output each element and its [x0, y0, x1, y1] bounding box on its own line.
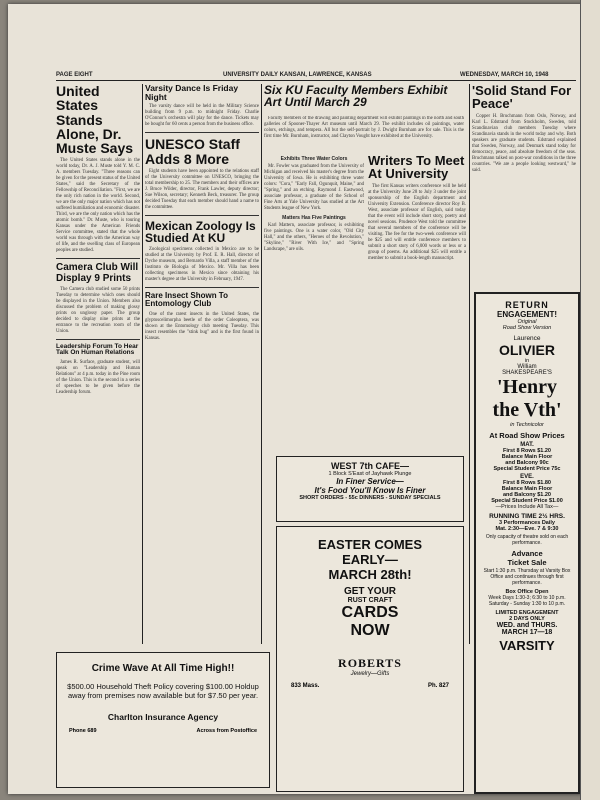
headline-muste: United States Stands Alone, Dr. Muste Says [56, 84, 134, 157]
movie-line-18: Special Student Price 75c [493, 466, 561, 472]
movie-line-21: Balance Main Floor [501, 486, 553, 492]
movie-line-39: VARSITY [499, 638, 555, 653]
movie-line-6: OLIVIER [498, 342, 555, 358]
movie-line-29: Advance [511, 549, 543, 558]
movie-line-32: Box Office Open [505, 589, 549, 595]
movie-line-33: Week Days 1:30-3; 6:30 to 10 p.m. [488, 595, 566, 601]
movie-line-13: At Road Show Prices [489, 431, 565, 440]
column-divider [56, 258, 140, 259]
story-leadership-forum: James R. Surface, graduate student, will speak on "Leadership and Human Relations" at 4 p.m. today in the Pine room of the Union. This is the second in a series of speeches to be given before the Leadership forum. [56, 359, 140, 395]
movie-line-24: —Prices Include All Tax— [495, 504, 559, 510]
column-4 [368, 154, 466, 454]
movie-line-35: LIMITED ENGAGEMENT [495, 610, 559, 616]
headline-writers: Writers To Meet At University [368, 154, 465, 182]
movie-line-5: Laurence [513, 335, 541, 342]
easter-line-3: MARCH 28th! [328, 567, 412, 582]
movie-line-14: MAT. [520, 442, 534, 448]
movie-line-11: the Vth' [492, 399, 562, 421]
column-5 [472, 84, 576, 284]
art-lead [264, 116, 464, 152]
story-art-3: Karl Mattern, associate professor, is exhibiting five paintings. One is a water color, "Old City Hall," and the others, "Heroes of the Revolution," "Skyline," "River With Ice," and "Spring Landscape," are oils. [264, 223, 364, 252]
movie-line-3: Original [517, 319, 537, 325]
easter-line-6: CARDS [341, 604, 399, 621]
story-insect: One of the rarest insects in the United States, the glyptoscelimorpha beetle of the order Coleoptera, was shown at the Entomology club meeting Tuesday. This insect resembles the "stink bug" and is the first found in Kansas. [145, 311, 259, 341]
issue-date: WEDNESDAY, MARCH 10, 1948 [460, 72, 549, 78]
story-zoology: Zoological specimens collected in Mexico are to be studied at the University by Prof. E. R. Hall, director of Dyche museum, and Bernardo Villa, a staff member of the Instituto de Biologia of Mexico. Mr. Villa has been collecting specimens in Mexico since obtaining his master's degree at the University in February, 1947. [145, 247, 259, 283]
column-rule [261, 84, 262, 644]
headline-art-exhibit: Six KU Faculty Members Exhibit Art Until March 29 [264, 84, 448, 110]
movie-line-7: in [524, 358, 530, 364]
movie-line-26: 3 Performances Daily [499, 520, 555, 526]
movie-line-36: 2 DAYS ONLY [509, 616, 545, 622]
movie-line-4: Road Show Version [502, 325, 552, 331]
movie-line-1: RETURN [505, 300, 549, 310]
movie-line-17: and Balcony 90c [505, 460, 549, 466]
headline-leadership-forum: Leadership Forum To Hear Talk On Human Relations [56, 342, 139, 357]
cafe-location: 1 Block S'East of Jayhawk Plunge [328, 471, 412, 477]
movie-line-22: and Balcony $1.20 [503, 492, 551, 498]
subhead-water-colors: Exhibits Three Water Colors [280, 156, 348, 162]
paper-title: UNIVERSITY DAILY KANSAN, LAWRENCE, KANSAS [223, 72, 372, 78]
movie-line-2: ENGAGEMENT! [497, 310, 557, 319]
column-divider [145, 132, 259, 133]
movie-line-8: William [517, 364, 537, 370]
crime-body: $500.00 Household Theft Policy covering $100.00 Holdup away from premises now available but for $7.50 per year. [67, 682, 259, 700]
movie-line-27: Mat. 2:30—Eve. 7 & 9:30 [495, 526, 559, 532]
headline-insect: Rare Insect Shown To Entomology Club [145, 291, 228, 309]
cafe-line-1: In Finer Service— [336, 477, 404, 486]
story-art-2: Mr. Fowler was graduated from the University of Michigan and received his master's degree from the University of Iowa. He is exhibiting three water colors: "Cora," "Early Fall, Ogunquit, Maine," and "Spring," and an etching. Raymond J. Eastwood, associate professor, a graduate of the School of Fine Arts at Yale University has studied at the Art Students league of New York. [264, 164, 364, 211]
column-1 [56, 84, 140, 649]
story-writers: The first Kansas writers conference will be held at the University June 28 to July 3 under the joint sponsorship of the English department and University Extension. Conference director Roy B. West, associate professor of English, said today that the event will include short story, poetry and novel sessions. Prudence West told the committee that several members of the conference will be visiting. The fee for the two-week conference will be $25 and will entitle conference members to submit a short story of 6,000 words or less or a group of poems. An additional $25 will entitle a member to submit a book-length manuscript. [368, 183, 466, 261]
easter-line-4: GET YOUR [343, 586, 397, 597]
movie-line-28: Only capacity of theatre sold on each performance. [485, 534, 569, 546]
crime-phone: Phone 689 [69, 728, 97, 734]
column-divider [56, 339, 140, 340]
column-2 [145, 84, 259, 649]
movie-line-10: 'Henry [497, 376, 557, 398]
movie-line-37: WED. and THURS. [496, 622, 558, 629]
masthead-rule [56, 80, 576, 81]
movie-line-31: Start 1:30 p.m. Thursday at Varsity Box Office and continues through first performance. [483, 568, 571, 586]
ad-charlton-insurance [56, 652, 270, 788]
crime-title: Crime Wave At All Time High!! [91, 663, 235, 674]
roberts-address: 833 Mass. [291, 683, 320, 689]
roberts-sub: Jewelry—Gifts [350, 671, 390, 677]
column-3 [264, 154, 364, 454]
ad-west-7th-cafe [276, 456, 464, 522]
movie-line-15: First 8 Rows $1.20 [503, 448, 551, 454]
easter-line-1: EASTER COMES [317, 537, 422, 552]
headline-zoology: Mexican Zoology Is Studied At KU [145, 218, 256, 246]
column-rule [142, 84, 143, 644]
easter-line-5: RUST CRAFT [347, 597, 393, 604]
headline-varsity-dance: Varsity Dance Is Friday Night [145, 84, 239, 102]
story-solid-stand: Copper H. Bruchmann from Oslo, Norway, and Karl L. Edstrand from Stockholm, Sweden, told Scandinavian club members Tuesday where Scandinavia stands in the world today and why. Both speakers are graduate students. Edstrand explained that Sweden, Norway, and Denmark stand today for democracy, peace, and absolute freedom of the seas. Bruchmann talked on post-war conditions in the three countries. "We are a people looking westward," he said. [472, 113, 576, 173]
easter-line-7: NOW [350, 622, 390, 639]
cafe-line-3: SHORT ORDERS - 55c DINNERS - SUNDAY SPECIALS [299, 495, 441, 501]
movie-line-30: Ticket Sale [507, 558, 547, 567]
ad-henry-v-varsity [474, 292, 580, 794]
movie-line-20: First 8 Rows $1.80 [503, 480, 551, 486]
movie-line-19: EVE. [520, 474, 534, 480]
column-divider [145, 287, 259, 288]
movie-line-34: Saturday - Sunday 1:30 to 10 p.m. [488, 601, 566, 607]
crime-agency: Charlton Insurance Agency [107, 712, 219, 722]
story-unesco: Eight students have been appointed to the relations staff of the University committee on UNESCO, bringing the total membership to 25. The members and their offices are J. Bruce Wilder, director, Frank Lawler, deputy director; Sue Wilson, secretary; Kenneth Beck, treasurer. The group decided Tuesday that each member should hand a name to the committee. [145, 168, 259, 210]
column-divider [145, 215, 259, 216]
movie-line-23: Special Student Price $1.00 [491, 498, 563, 504]
movie-line-38: MARCH 17—18 [501, 629, 553, 636]
movie-line-12: in Technicolor [510, 422, 544, 428]
movie-line-16: Balance Main Floor [501, 454, 553, 460]
cafe-title: WEST 7th CAFE— [331, 461, 409, 471]
movie-line-9: SHAKESPEARE'S [502, 370, 552, 376]
crime-location: Across from Postoffice [196, 728, 257, 734]
roberts-phone: Ph. 827 [427, 683, 449, 689]
subhead-paintings: Matters Has Five Paintings [282, 215, 346, 221]
headline-camera-club: Camera Club Will Display 9 Prints [56, 262, 139, 284]
next-page-edge [580, 0, 600, 800]
movie-line-25: RUNNING TIME 2½ HRS. [489, 513, 565, 520]
story-varsity-dance: The varsity dance will be held in the Military Science building from 9 p.m. to midnight Friday. Charlie O'Connor's orchestra will play for the dance. Tickets may be bought for 60 cents a person from the business office. [145, 104, 259, 128]
headline-solid-stand: 'Solid Stand For Peace' [472, 84, 572, 112]
story-art-lead: Faculty members of the drawing and painting department will exhibit paintings in the north and south galleries of Spooner-Thayer Art museum until March 29. The exhibit includes oil paintings, water colors, etchings, and tempera. All but the self-portrait by J. Dwight Burnham are for sale. This is the first time Mr. Burnham, instructor, and Clayton Vought have exhibited at the University. [264, 116, 464, 139]
column-rule [469, 84, 470, 644]
page-number: PAGE EIGHT [56, 72, 93, 78]
cafe-line-2: It's Food You'll Know Is Finer [314, 486, 426, 495]
story-muste: The United States stands alone in the world today, Dr. A. J. Muste told Y. M. C. A. members Tuesday. "Three reasons can be given for the present status of the United States," said the Secretary of the Fellowship of Reconciliation. "First, we are the only rich nation in the world. Second, we are the only major nation which has not suffered humiliation and economic disaster. Third, we are the only nation which has the atomic bomb." Dr. Muste, who is touring Kansas under the American Friends Service committee, stated that the whole world was through with the American way of life, and the swelling class of European peoples are studied. [56, 158, 140, 254]
ad-easter-cards [276, 526, 464, 792]
newspaper-page [8, 4, 592, 794]
story-camera-club: The Camera club studied some 50 prints Tuesday to determine which ones should be displayed in the Union. Members also discussed the problem of making glossy prints on unglossy paper. The group decided to display nine prints at the entrance to the recreation room of the Union. [56, 286, 140, 334]
art-headline-block [264, 84, 464, 114]
easter-line-2: EARLY— [342, 552, 398, 567]
roberts-store: ROBERTS [338, 656, 402, 670]
headline-unesco: UNESCO Staff Adds 8 More [145, 136, 240, 167]
